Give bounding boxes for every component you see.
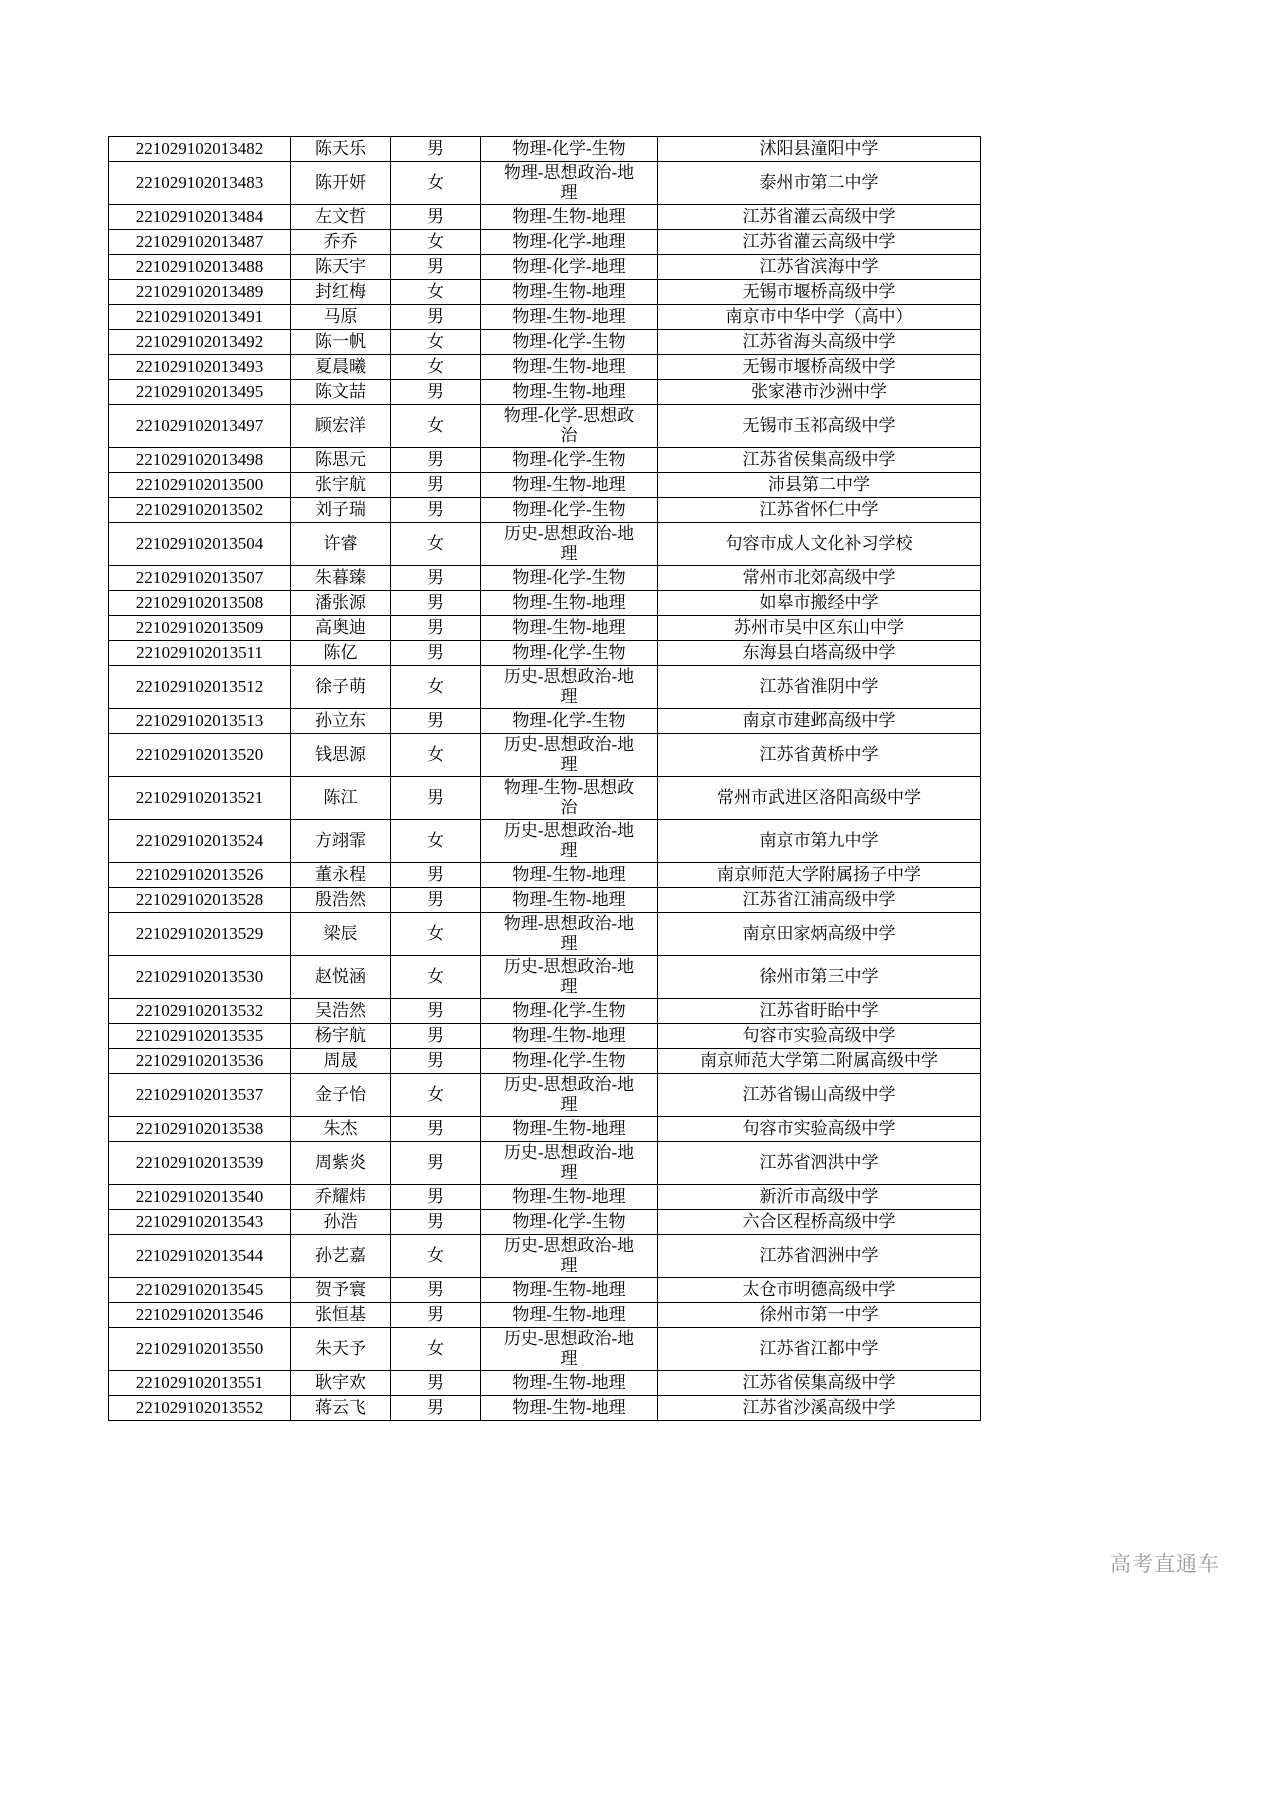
candidate-id-cell: 221029102013544 (109, 1235, 291, 1278)
table-row (109, 956, 981, 999)
gender-cell: 女 (391, 230, 481, 255)
subject-combination-cell: 历史-思想政治-地理 (481, 1235, 658, 1278)
table-row (109, 666, 981, 709)
subject-combination-cell: 物理-生物-思想政治 (481, 777, 658, 820)
school-cell: 南京市第九中学 (658, 820, 981, 863)
subject-combination-cell: 历史-思想政治-地理 (481, 1328, 658, 1371)
student-name-cell: 陈江 (291, 777, 391, 820)
table-row (109, 888, 981, 913)
candidate-id-cell: 221029102013538 (109, 1117, 291, 1142)
table-row (109, 473, 981, 498)
student-name-cell: 方翊霏 (291, 820, 391, 863)
school-cell: 江苏省江都中学 (658, 1328, 981, 1371)
student-name-cell: 夏晨曦 (291, 355, 391, 380)
student-name-cell: 张宇航 (291, 473, 391, 498)
subject-combination-cell: 历史-思想政治-地理 (481, 956, 658, 999)
student-name-cell: 杨宇航 (291, 1024, 391, 1049)
table-row (109, 913, 981, 956)
candidate-id-cell: 221029102013493 (109, 355, 291, 380)
student-name-cell: 周紫炎 (291, 1142, 391, 1185)
gender-cell: 女 (391, 1235, 481, 1278)
table-row (109, 448, 981, 473)
subject-combination-cell: 物理-生物-地理 (481, 280, 658, 305)
candidate-id-cell: 221029102013504 (109, 523, 291, 566)
student-name-cell: 蒋云飞 (291, 1396, 391, 1421)
student-name-cell: 朱杰 (291, 1117, 391, 1142)
gender-cell: 女 (391, 666, 481, 709)
student-name-cell: 张恒基 (291, 1303, 391, 1328)
school-cell: 如皋市搬经中学 (658, 591, 981, 616)
school-cell: 句容市实验高级中学 (658, 1117, 981, 1142)
table-row (109, 734, 981, 777)
subject-combination-cell: 物理-思想政治-地理 (481, 162, 658, 205)
gender-cell: 男 (391, 205, 481, 230)
school-cell: 江苏省海头高级中学 (658, 330, 981, 355)
school-cell: 江苏省侯集高级中学 (658, 1371, 981, 1396)
student-name-cell: 周晟 (291, 1049, 391, 1074)
student-name-cell: 封红梅 (291, 280, 391, 305)
table-row (109, 1396, 981, 1421)
gender-cell: 男 (391, 1303, 481, 1328)
school-cell: 江苏省灌云高级中学 (658, 205, 981, 230)
candidate-id-cell: 221029102013528 (109, 888, 291, 913)
student-name-cell: 潘张源 (291, 591, 391, 616)
subject-combination-cell: 物理-化学-生物 (481, 1049, 658, 1074)
table-row (109, 709, 981, 734)
subject-combination-cell: 物理-化学-生物 (481, 448, 658, 473)
subject-combination-cell: 物理-生物-地理 (481, 473, 658, 498)
table-row (109, 1210, 981, 1235)
candidate-id-cell: 221029102013526 (109, 863, 291, 888)
school-cell: 苏州市吴中区东山中学 (658, 616, 981, 641)
gender-cell: 男 (391, 591, 481, 616)
candidate-id-cell: 221029102013489 (109, 280, 291, 305)
table-row (109, 566, 981, 591)
gender-cell: 男 (391, 709, 481, 734)
student-name-cell: 朱天予 (291, 1328, 391, 1371)
table-row (109, 1185, 981, 1210)
student-name-cell: 朱暮臻 (291, 566, 391, 591)
candidate-id-cell: 221029102013550 (109, 1328, 291, 1371)
gender-cell: 男 (391, 999, 481, 1024)
school-cell: 沭阳县潼阳中学 (658, 137, 981, 162)
gender-cell: 男 (391, 1024, 481, 1049)
gender-cell: 男 (391, 380, 481, 405)
school-cell: 无锡市玉祁高级中学 (658, 405, 981, 448)
candidate-id-cell: 221029102013529 (109, 913, 291, 956)
student-roster-sheet (108, 136, 980, 1421)
school-cell: 无锡市堰桥高级中学 (658, 355, 981, 380)
candidate-id-cell: 221029102013482 (109, 137, 291, 162)
subject-combination-cell: 历史-思想政治-地理 (481, 666, 658, 709)
gender-cell: 女 (391, 162, 481, 205)
gender-cell: 女 (391, 956, 481, 999)
school-cell: 东海县白塔高级中学 (658, 641, 981, 666)
gender-cell: 女 (391, 734, 481, 777)
gender-cell: 女 (391, 355, 481, 380)
student-name-cell: 孙艺嘉 (291, 1235, 391, 1278)
table-row (109, 1074, 981, 1117)
gender-cell: 女 (391, 405, 481, 448)
student-name-cell: 陈一帆 (291, 330, 391, 355)
student-name-cell: 乔耀炜 (291, 1185, 391, 1210)
school-cell: 句容市成人文化补习学校 (658, 523, 981, 566)
student-name-cell: 赵悦涵 (291, 956, 391, 999)
candidate-id-cell: 221029102013483 (109, 162, 291, 205)
gender-cell: 男 (391, 1185, 481, 1210)
subject-combination-cell: 物理-生物-地理 (481, 205, 658, 230)
student-name-cell: 徐子萌 (291, 666, 391, 709)
school-cell: 无锡市堰桥高级中学 (658, 280, 981, 305)
candidate-id-cell: 221029102013540 (109, 1185, 291, 1210)
candidate-id-cell: 221029102013502 (109, 498, 291, 523)
candidate-id-cell: 221029102013521 (109, 777, 291, 820)
gender-cell: 男 (391, 641, 481, 666)
school-cell: 江苏省灌云高级中学 (658, 230, 981, 255)
candidate-id-cell: 221029102013507 (109, 566, 291, 591)
gender-cell: 男 (391, 863, 481, 888)
candidate-id-cell: 221029102013545 (109, 1278, 291, 1303)
subject-combination-cell: 物理-化学-生物 (481, 137, 658, 162)
student-name-cell: 吴浩然 (291, 999, 391, 1024)
subject-combination-cell: 历史-思想政治-地理 (481, 1142, 658, 1185)
table-row (109, 1328, 981, 1371)
subject-combination-cell: 物理-生物-地理 (481, 305, 658, 330)
table-row (109, 863, 981, 888)
table-row (109, 330, 981, 355)
subject-combination-cell: 历史-思想政治-地理 (481, 734, 658, 777)
school-cell: 常州市北郊高级中学 (658, 566, 981, 591)
candidate-id-cell: 221029102013546 (109, 1303, 291, 1328)
gender-cell: 男 (391, 305, 481, 330)
subject-combination-cell: 历史-思想政治-地理 (481, 523, 658, 566)
subject-combination-cell: 历史-思想政治-地理 (481, 820, 658, 863)
student-roster-body (109, 137, 981, 1421)
candidate-id-cell: 221029102013498 (109, 448, 291, 473)
student-name-cell: 陈开妍 (291, 162, 391, 205)
candidate-id-cell: 221029102013535 (109, 1024, 291, 1049)
gender-cell: 男 (391, 566, 481, 591)
subject-combination-cell: 物理-化学-地理 (481, 255, 658, 280)
student-name-cell: 金子怡 (291, 1074, 391, 1117)
candidate-id-cell: 221029102013530 (109, 956, 291, 999)
school-cell: 江苏省黄桥中学 (658, 734, 981, 777)
subject-combination-cell: 物理-生物-地理 (481, 1371, 658, 1396)
student-name-cell: 贺予寰 (291, 1278, 391, 1303)
table-row (109, 255, 981, 280)
table-row (109, 162, 981, 205)
gender-cell: 女 (391, 523, 481, 566)
school-cell: 泰州市第二中学 (658, 162, 981, 205)
table-row (109, 280, 981, 305)
school-cell: 太仓市明德高级中学 (658, 1278, 981, 1303)
student-name-cell: 孙浩 (291, 1210, 391, 1235)
candidate-id-cell: 221029102013512 (109, 666, 291, 709)
candidate-id-cell: 221029102013491 (109, 305, 291, 330)
subject-combination-cell: 物理-生物-地理 (481, 888, 658, 913)
student-name-cell: 高奥迪 (291, 616, 391, 641)
student-name-cell: 陈天乐 (291, 137, 391, 162)
subject-combination-cell: 物理-化学-生物 (481, 999, 658, 1024)
table-row (109, 498, 981, 523)
table-row (109, 999, 981, 1024)
school-cell: 徐州市第三中学 (658, 956, 981, 999)
candidate-id-cell: 221029102013492 (109, 330, 291, 355)
school-cell: 江苏省滨海中学 (658, 255, 981, 280)
subject-combination-cell: 物理-生物-地理 (481, 1303, 658, 1328)
candidate-id-cell: 221029102013487 (109, 230, 291, 255)
gender-cell: 男 (391, 137, 481, 162)
student-roster-table (108, 136, 981, 1421)
table-row (109, 1049, 981, 1074)
subject-combination-cell: 物理-化学-生物 (481, 641, 658, 666)
student-name-cell: 殷浩然 (291, 888, 391, 913)
table-row (109, 591, 981, 616)
student-name-cell: 马原 (291, 305, 391, 330)
student-name-cell: 陈思元 (291, 448, 391, 473)
table-row (109, 1303, 981, 1328)
subject-combination-cell: 物理-化学-生物 (481, 498, 658, 523)
subject-combination-cell: 物理-生物-地理 (481, 355, 658, 380)
subject-combination-cell: 物理-化学-生物 (481, 709, 658, 734)
gender-cell: 女 (391, 820, 481, 863)
candidate-id-cell: 221029102013495 (109, 380, 291, 405)
school-cell: 南京市建邺高级中学 (658, 709, 981, 734)
student-name-cell: 耿宇欢 (291, 1371, 391, 1396)
candidate-id-cell: 221029102013513 (109, 709, 291, 734)
candidate-id-cell: 221029102013488 (109, 255, 291, 280)
candidate-id-cell: 221029102013484 (109, 205, 291, 230)
candidate-id-cell: 221029102013539 (109, 1142, 291, 1185)
subject-combination-cell: 物理-化学-地理 (481, 230, 658, 255)
school-cell: 句容市实验高级中学 (658, 1024, 981, 1049)
subject-combination-cell: 物理-思想政治-地理 (481, 913, 658, 956)
table-row (109, 820, 981, 863)
school-cell: 新沂市高级中学 (658, 1185, 981, 1210)
table-row (109, 777, 981, 820)
school-cell: 张家港市沙洲中学 (658, 380, 981, 405)
candidate-id-cell: 221029102013500 (109, 473, 291, 498)
school-cell: 江苏省锡山高级中学 (658, 1074, 981, 1117)
subject-combination-cell: 物理-化学-思想政治 (481, 405, 658, 448)
subject-combination-cell: 物理-生物-地理 (481, 616, 658, 641)
table-row (109, 1142, 981, 1185)
table-row (109, 616, 981, 641)
student-name-cell: 乔乔 (291, 230, 391, 255)
school-cell: 南京市中华中学（高中） (658, 305, 981, 330)
student-name-cell: 董永程 (291, 863, 391, 888)
candidate-id-cell: 221029102013509 (109, 616, 291, 641)
subject-combination-cell: 物理-化学-生物 (481, 330, 658, 355)
table-row (109, 137, 981, 162)
student-name-cell: 陈亿 (291, 641, 391, 666)
student-name-cell: 梁辰 (291, 913, 391, 956)
table-row (109, 1024, 981, 1049)
school-cell: 江苏省沙溪高级中学 (658, 1396, 981, 1421)
school-cell: 江苏省盱眙中学 (658, 999, 981, 1024)
school-cell: 六合区程桥高级中学 (658, 1210, 981, 1235)
subject-combination-cell: 物理-化学-生物 (481, 1210, 658, 1235)
school-cell: 江苏省泗洲中学 (658, 1235, 981, 1278)
student-name-cell: 孙立东 (291, 709, 391, 734)
table-row (109, 205, 981, 230)
candidate-id-cell: 221029102013536 (109, 1049, 291, 1074)
subject-combination-cell: 物理-生物-地理 (481, 380, 658, 405)
gender-cell: 男 (391, 448, 481, 473)
school-cell: 江苏省江浦高级中学 (658, 888, 981, 913)
subject-combination-cell: 物理-生物-地理 (481, 863, 658, 888)
subject-combination-cell: 物理-生物-地理 (481, 1117, 658, 1142)
gender-cell: 男 (391, 255, 481, 280)
student-name-cell: 刘子瑞 (291, 498, 391, 523)
table-row (109, 1117, 981, 1142)
gender-cell: 男 (391, 1117, 481, 1142)
candidate-id-cell: 221029102013497 (109, 405, 291, 448)
school-cell: 徐州市第一中学 (658, 1303, 981, 1328)
subject-combination-cell: 物理-生物-地理 (481, 1278, 658, 1303)
table-row (109, 355, 981, 380)
gender-cell: 女 (391, 280, 481, 305)
gender-cell: 女 (391, 1074, 481, 1117)
candidate-id-cell: 221029102013552 (109, 1396, 291, 1421)
table-row (109, 1371, 981, 1396)
student-name-cell: 钱思源 (291, 734, 391, 777)
subject-combination-cell: 物理-生物-地理 (481, 591, 658, 616)
student-name-cell: 陈文喆 (291, 380, 391, 405)
gender-cell: 女 (391, 330, 481, 355)
gender-cell: 男 (391, 1396, 481, 1421)
school-cell: 沛县第二中学 (658, 473, 981, 498)
candidate-id-cell: 221029102013508 (109, 591, 291, 616)
gender-cell: 男 (391, 473, 481, 498)
gender-cell: 男 (391, 1210, 481, 1235)
candidate-id-cell: 221029102013551 (109, 1371, 291, 1396)
student-name-cell: 顾宏洋 (291, 405, 391, 448)
gender-cell: 男 (391, 1371, 481, 1396)
table-row (109, 305, 981, 330)
gender-cell: 男 (391, 777, 481, 820)
table-row (109, 1235, 981, 1278)
school-cell: 常州市武进区洛阳高级中学 (658, 777, 981, 820)
subject-combination-cell: 物理-生物-地理 (481, 1396, 658, 1421)
school-cell: 江苏省怀仁中学 (658, 498, 981, 523)
watermark-text: 高考直通车 (1110, 1553, 1220, 1576)
subject-combination-cell: 物理-化学-生物 (481, 566, 658, 591)
candidate-id-cell: 221029102013520 (109, 734, 291, 777)
school-cell: 江苏省淮阴中学 (658, 666, 981, 709)
candidate-id-cell: 221029102013524 (109, 820, 291, 863)
table-row (109, 523, 981, 566)
table-row (109, 230, 981, 255)
student-name-cell: 左文哲 (291, 205, 391, 230)
gender-cell: 女 (391, 913, 481, 956)
candidate-id-cell: 221029102013537 (109, 1074, 291, 1117)
gender-cell: 男 (391, 1278, 481, 1303)
gender-cell: 男 (391, 498, 481, 523)
table-row (109, 1278, 981, 1303)
school-cell: 南京师范大学附属扬子中学 (658, 863, 981, 888)
gender-cell: 女 (391, 1328, 481, 1371)
subject-combination-cell: 物理-生物-地理 (481, 1024, 658, 1049)
school-cell: 江苏省侯集高级中学 (658, 448, 981, 473)
table-row (109, 405, 981, 448)
candidate-id-cell: 221029102013532 (109, 999, 291, 1024)
table-row (109, 641, 981, 666)
school-cell: 南京田家炳高级中学 (658, 913, 981, 956)
candidate-id-cell: 221029102013511 (109, 641, 291, 666)
gender-cell: 男 (391, 616, 481, 641)
table-row (109, 380, 981, 405)
student-name-cell: 陈天宇 (291, 255, 391, 280)
subject-combination-cell: 物理-生物-地理 (481, 1185, 658, 1210)
candidate-id-cell: 221029102013543 (109, 1210, 291, 1235)
gender-cell: 男 (391, 1142, 481, 1185)
gender-cell: 男 (391, 888, 481, 913)
school-cell: 南京师范大学第二附属高级中学 (658, 1049, 981, 1074)
school-cell: 江苏省泗洪中学 (658, 1142, 981, 1185)
subject-combination-cell: 历史-思想政治-地理 (481, 1074, 658, 1117)
gender-cell: 男 (391, 1049, 481, 1074)
student-name-cell: 许睿 (291, 523, 391, 566)
